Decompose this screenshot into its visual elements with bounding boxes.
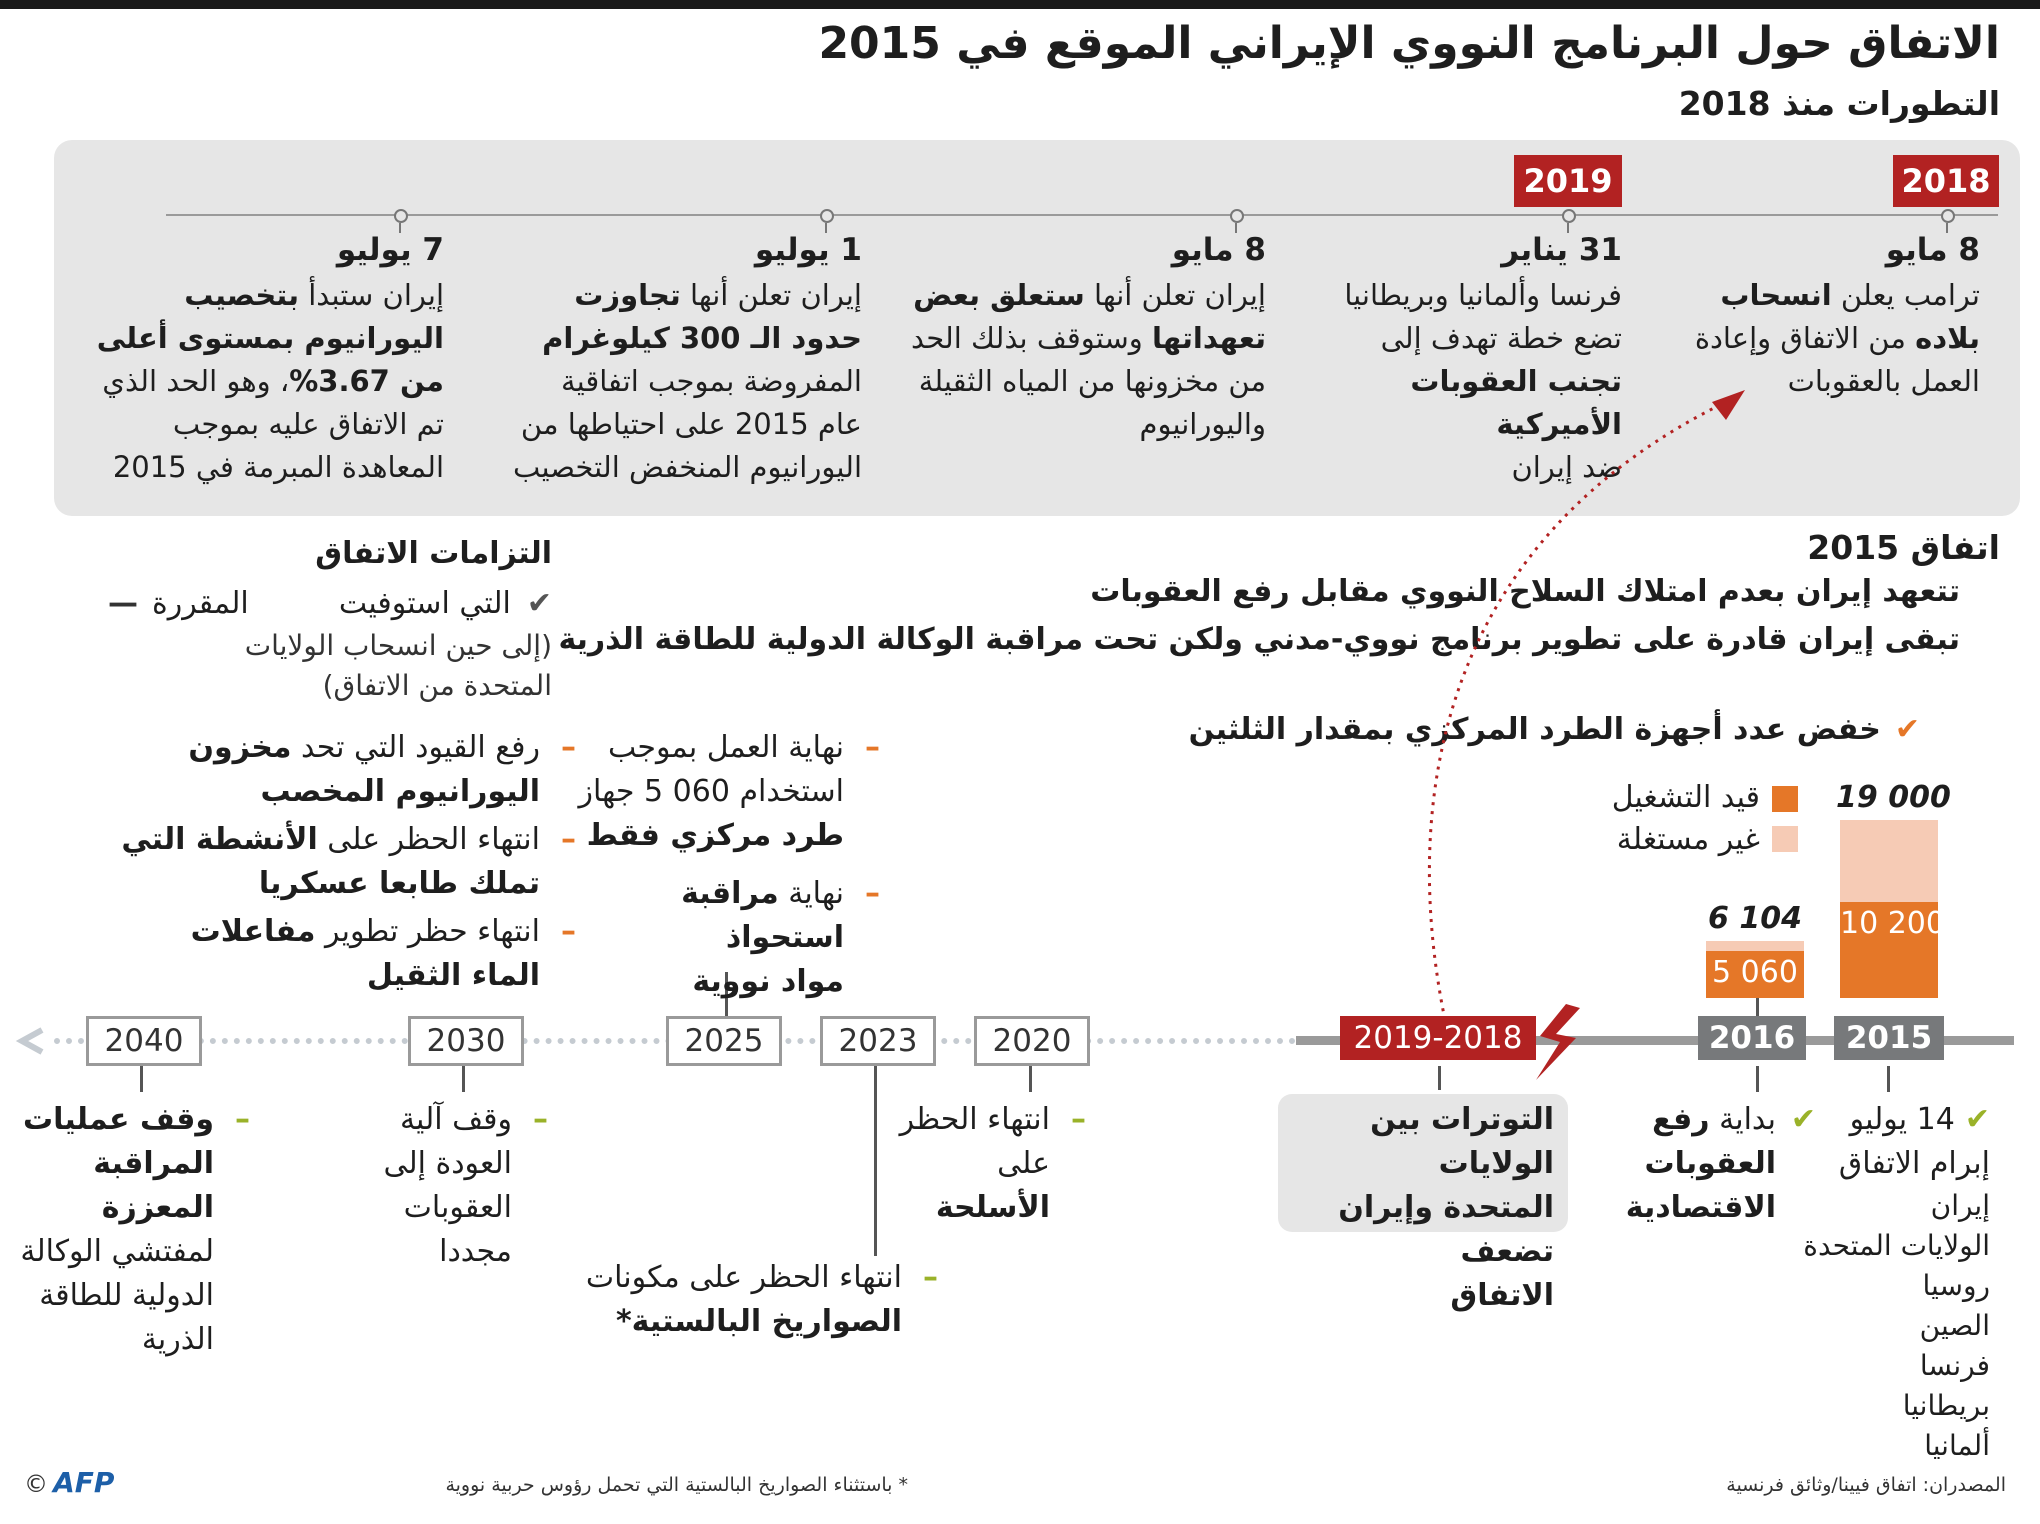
arrow-left-icon [12, 1026, 52, 1056]
dash-icon: – [923, 1260, 938, 1295]
event-date: 7 يوليو [336, 232, 444, 268]
dash-icon: – [561, 730, 576, 765]
afp-logo: © AFP [24, 1466, 115, 1499]
item-2030-uranium: – رفع القيود التي تحد مخزون اليورانيوم المخصب [120, 726, 540, 814]
sources: المصدران: اتفاق فيينا/وثائق فرنسية [1726, 1474, 2006, 1496]
item-2030-heavy-water: – انتهاء حظر تطوير مفاعلات الماء الثقيل [120, 910, 540, 998]
dash-icon: – [561, 822, 576, 857]
legend-label-unused: غير مستغلة [1616, 822, 1760, 857]
event-date: 8 مايو [1885, 232, 1980, 268]
tick [1438, 1066, 1441, 1090]
break-zigzag-icon [1536, 1004, 1582, 1080]
centrifuge-title: ✔خفض عدد أجهزة الطرد المركزي بمقدار الثلثين [1188, 712, 1920, 747]
event-2019-jul-1 [482, 232, 862, 489]
dash-icon: – [561, 914, 576, 949]
event-text: ترامب يعلن انسحاب بلاده من الاتفاق وإعادة العمل بالعقوبات [1694, 278, 1980, 398]
tick [1756, 998, 1759, 1016]
event-date: 31 يناير [1501, 232, 1622, 268]
event-text: إيران تعلن أنها ستعلق بعض تعهداتها وستوقف بذلك الحد من مخزونها من المياه الثقيلة واليورانيوم [910, 278, 1266, 441]
event-date: 8 مايو [1171, 232, 1266, 268]
footnote: * باستثناء الصواريخ البالستية التي تحمل رؤوس حربية نووية [445, 1474, 908, 1496]
top-bar [0, 0, 2040, 9]
bottom-2023: – انتهاء الحظر على مكونات الصواريخ البالستية* [562, 1256, 902, 1344]
bar-label-2015-total: 19 000 [1836, 780, 1951, 815]
tick [1887, 1066, 1890, 1092]
event-text: إيران ستبدأ بتخصيب اليورانيوم بمستوى أعلى من 3.67%، وهو الحد الذي تم الاتفاق عليه بموجب المعاهدة المبرمة في 2015 [96, 278, 444, 484]
event-2019-jul-7 [84, 232, 444, 489]
agreement-line-2: تبقى إيران قادرة على تطوير برنامج نووي-مدني ولكن تحت مراقبة الوكالة الدولية للطاقة الذرية [558, 622, 1960, 657]
event-2019-may-8 [886, 232, 1266, 446]
year-2023: 2023 [820, 1016, 936, 1066]
bottom-2030: – وقف آلية العودة إلى العقوبات مجددا [362, 1098, 512, 1274]
year-2016: 2016 [1698, 1016, 1806, 1060]
check-icon: ✔ [1790, 1102, 1816, 1137]
arrow-head-icon [1712, 390, 1745, 420]
tick [1029, 1066, 1032, 1092]
check-icon: ✔ [526, 586, 552, 621]
bottom-2016: ✔ بداية رفع العقوبات الاقتصادية [1576, 1098, 1776, 1230]
dash-icon: – [865, 876, 880, 911]
bar-label-2016-total: 6 104 [1708, 900, 1802, 936]
bottom-2020: – انتهاء الحظر على الأسلحة [890, 1098, 1050, 1230]
year-2015: 2015 [1834, 1016, 1944, 1060]
item-2030-military: – انتهاء الحظر على الأنشطة التي تملك طابعا عسكريا [120, 818, 540, 906]
bar-label-2016-active: 5 060 [1712, 954, 1798, 990]
year-badge-2019: 2019 [1514, 155, 1622, 207]
legend-label-active: قيد التشغيل [1611, 780, 1760, 815]
panel-pin [1562, 209, 1576, 223]
tick [462, 1066, 465, 1092]
panel-pin [394, 209, 408, 223]
event-2018-may-8 [1680, 232, 1980, 403]
panel-pin [1941, 209, 1955, 223]
year-badge-2018: 2018 [1893, 155, 1999, 207]
item-2025-centrifuges: – نهاية العمل بموجب استخدام 060 5 جهاز طرد مركزي فقط [554, 726, 844, 858]
check-icon: ✔ [1894, 712, 1920, 747]
event-date: 1 يوليو [754, 232, 862, 268]
event-text: إيران تعلن أنها تجاوزت حدود الـ 300 كيلوغرام المفروضة بموجب اتفاقية عام 2015 على احتياطها من اليورانيوم المنخفض التخصيب [513, 278, 862, 484]
panel-pin [1230, 209, 1244, 223]
page-subtitle: التطورات منذ 2018 [1678, 84, 2000, 123]
event-text: فرنسا وألمانيا وبريطانيا تضع خطة تهدف إلى تجنب العقوبات الأميركية ضد إيران [1344, 278, 1622, 484]
commitments-legend-title: التزامات الاتفاق [315, 536, 552, 571]
tick [1756, 1066, 1759, 1092]
agreement-title: اتفاق 2015 [1807, 528, 2000, 567]
year-2020: 2020 [974, 1016, 1090, 1066]
tick [874, 1066, 877, 1256]
bar-label-2015-active: 10 200 [1840, 906, 1945, 942]
tensions-text: التوترات بين الولايات المتحدة وإيران تضعف الاتفاق [1338, 1102, 1554, 1313]
scheduled-legend: المقررة— [108, 586, 249, 621]
panel-pin [820, 209, 834, 223]
check-icon: ✔ [1964, 1102, 1990, 1137]
bottom-2015: ✔14 يوليو إبرام الاتفاق إيران الولايات المتحدة روسيا الصين فرنسا بريطانيا ألمانيا [1803, 1102, 1990, 1462]
dash-icon: – [1071, 1102, 1086, 1137]
dash-icon: – [865, 730, 880, 765]
year-2025: 2025 [666, 1016, 782, 1066]
dash-icon: – [235, 1102, 250, 1137]
connector-arrow [1400, 380, 1800, 1040]
panel-timeline-line [166, 214, 1998, 216]
agreement-line-1: تتعهد إيران بعدم امتلاك السلاح النووي مقابل رفع العقوبات [1090, 574, 1960, 609]
bar-2015-unused [1840, 820, 1938, 902]
year-2040: 2040 [86, 1016, 202, 1066]
year-2018-2019: 2019-2018 [1340, 1016, 1536, 1060]
dash-icon: — [108, 586, 138, 621]
bottom-2040: – وقف عمليات المراقبة المعززة لمفتشي الوكالة الدولية للطاقة الذرية [14, 1098, 214, 1362]
commitments-legend: ✔التي استوفيت (إلى حين انسحاب الولايات المتحدة من الاتفاق) [244, 586, 552, 702]
item-2025-monitoring: – نهاية مراقبة استحواذ مواد نووية [554, 872, 844, 1004]
tick [140, 1066, 143, 1092]
page-title: الاتفاق حول البرنامج النووي الإيراني الموقع في 2015 [818, 18, 2000, 69]
dash-icon: – [533, 1102, 548, 1137]
year-2030: 2030 [408, 1016, 524, 1066]
